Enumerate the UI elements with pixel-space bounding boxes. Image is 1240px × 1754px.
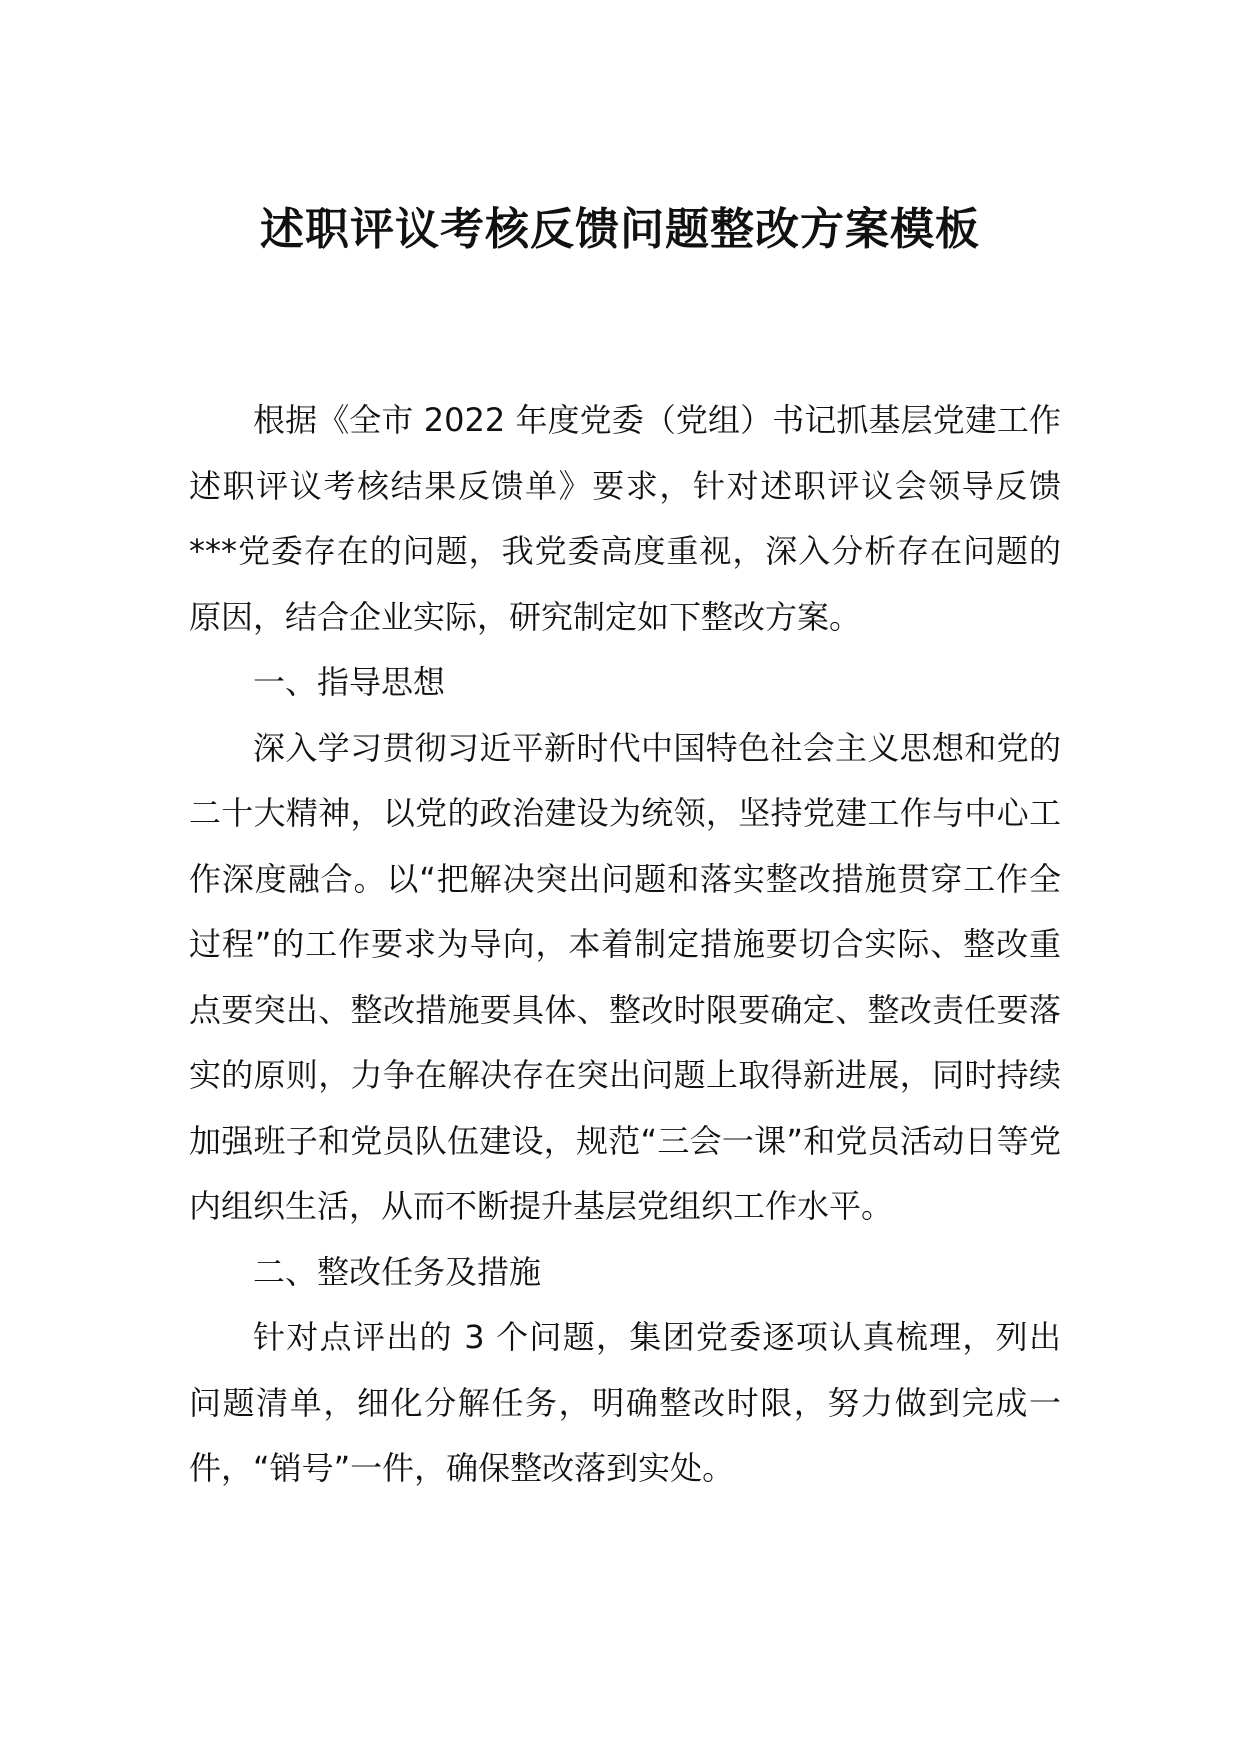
section-heading-tasks-measures: 二、整改任务及措施 [253,1252,542,1291]
document-body [189,388,1061,1502]
intro-paragraph: 根据《全市 2022 年度党委（党组）书记抓基层党建工作述职评议考核结果反馈单》要求，针对述职评议会领导反馈***党委存在的问题，我党委高度重视，深入分析存在问题的原因，结合企业实际，研究制定如下整改方案。 [189,401,1061,636]
tasks-measures-paragraph: 针对点评出的 3 个问题，集团党委逐项认真梳理，列出问题清单，细化分解任务，明确整改时限，努力做到完成一件，“销号”一件，确保整改落到实处。 [189,1318,1061,1487]
document-title: 述职评议考核反馈问题整改方案模板 [260,204,980,255]
section-heading-guiding-thought: 一、指导思想 [253,663,446,701]
guiding-thought-paragraph: 深入学习贯彻习近平新时代中国特色社会主义思想和党的二十大精神，以党的政治建设为统领，坚持党建工作与中心工作深度融合。以“把解决突出问题和落实整改措施贯穿工作全过程”的工作要求为导向，本着制定措施要切合实际、整改重点要突出、整改措施要具体、整改时限要确定、整改责任要落实的原则，力争在解决存在突出问题上取得新进展，同时持续加强班子和党员队伍建设，规范“三会一课”和党员活动日等党内组织生活，从而不断提升基层党组织工作水平。 [189,728,1061,1225]
